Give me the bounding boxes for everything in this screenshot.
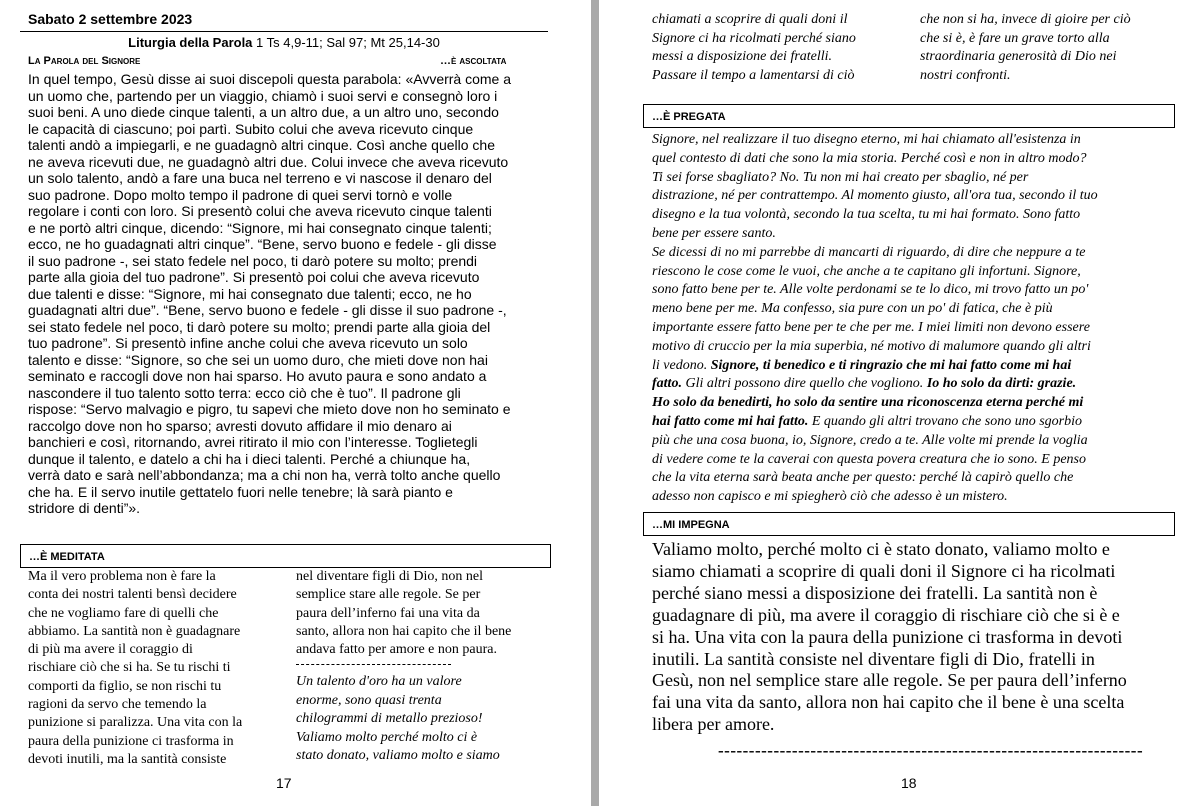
pregata-line: sono fatto bene per te. Alle volte perdonami se te lo dico, mi trovo fatto un po' <box>652 282 1089 298</box>
continued-line: Passare il tempo a lamentarsi di ciò <box>652 67 855 83</box>
pregata-line: quel contesto di dati che sono la mia storia. Perché così e non in altro modo? <box>652 150 1087 166</box>
pregata-line: importante essere fatto bene per te che per me. I miei limiti non devono essere <box>652 319 1090 335</box>
pregata-line: adesso non capisco e mi spiegherò ciò che adesso è un mistero. <box>652 489 1008 505</box>
meditata-line: comporti da figlio, se non rischi tu <box>28 678 222 694</box>
meditata-line: abbiamo. La santità non è guadagnare <box>28 623 241 639</box>
liturgy-title: Liturgia della Parola <box>128 35 253 50</box>
meditata-line: Ma il vero problema non è fare la <box>28 569 216 584</box>
meditata-line: andava fatto per amore e non paura. <box>296 642 497 658</box>
gospel-line: banchieri e così, ritornando, avrei ritirato il mio con l’interesse. Toglietegli <box>28 434 478 450</box>
gospel-line: sei stato fedele nel poco, ti darò potere su molto; prendi parte alla gioia del <box>28 318 491 335</box>
page-number-right: 18 <box>901 775 917 791</box>
meditata-line: di più ma avere il coraggio di <box>28 642 193 658</box>
gospel-line: seminato e raccogli dove non hai sparso. Ho avuto paura e sono andato a <box>28 368 487 384</box>
impegna-line: guadagnare di più, ma avere il coraggio di rischiare ciò che si è e <box>652 604 1120 625</box>
meditata-italic-line: enorme, sono quasi trenta <box>296 692 442 708</box>
impegna-header: …MI IMPEGNA <box>643 512 1175 536</box>
gospel-line: il suo padrone -, sei stato fedele nel poco, ti darò potere su molto; prendi <box>28 252 478 269</box>
gospel-line: nascondere il tuo talento sotto terra: ecco ciò che è tuo”. Il padrone gli <box>28 384 461 401</box>
gospel-line: verrà dato e sarà nell’abbondanza; ma a chi non ha, verrà tolto anche quello <box>28 467 501 483</box>
gospel-line: che ha. E il servo inutile gettatelo fuori nelle tenebre; là sarà pianto e <box>28 483 453 500</box>
pregata-line: hai fatto come mi hai fatto. E quando gli altri trovano che sono uno sgorbio <box>652 413 1082 429</box>
pregata-line: meno bene per me. Ma confesso, sia pure con un po' di fatica, che è più <box>652 301 1053 317</box>
meditata-line: nel diventare figli di Dio, non nel <box>296 569 484 584</box>
left-page <box>0 0 591 806</box>
impegna-text <box>652 539 1172 736</box>
impegna-line: si ha. Una vita con la paura della punizione ci trasforma in devoti <box>652 626 1123 647</box>
gospel-line: rispose: “Servo malvagio e pigro, tu sapevi che mieto dove non ho seminato e <box>28 401 511 417</box>
gospel-line: e ne portò altri cinque, dicendo: “Signore, mi hai consegnato cinque talenti; <box>28 219 492 236</box>
gospel-line: due talenti e disse: “Signore, mi hai consegnato due talenti; ecco, ne ho <box>28 285 472 302</box>
pregata-bold-tail: Io ho solo da dirti: grazie. <box>926 376 1077 392</box>
section-label: La Parola del Signore <box>28 55 141 67</box>
meditata-column-2 <box>296 568 544 659</box>
gospel-line: regolare i conti con loro. Si presentò colui che aveva ricevuto cinque talenti <box>28 203 492 219</box>
continued-line: che si è, è fare un grave torto alla <box>920 30 1110 46</box>
pregata-text <box>652 131 1170 507</box>
gospel-line: talenti andò a impiegarli, e ne guadagnò altri cinque. Così anche quello che <box>28 137 495 153</box>
gospel-line: guadagnati altri due”. “Bene, servo buono e fedele - gli disse il suo padrone -, <box>28 302 507 318</box>
gospel-line: suo padrone. Dopo molto tempo il padrone di quei servi tornò e volle <box>28 186 453 203</box>
pregata-line: più che una cosa buona, io, Signore, credo a te. Alle volte mi prende la voglia <box>652 432 1088 448</box>
meditata-line: paura della punizione ci trasforma in <box>28 733 234 749</box>
meditata-line: devoti inutili, ma la santità consiste <box>28 751 227 767</box>
pregata-header: …È PREGATA <box>643 104 1175 128</box>
meditata-italic-line: stato donato, valiamo molto e siamo <box>296 748 500 763</box>
pregata-line: li vedono. Signore, ti benedico e ti ringrazio che mi hai fatto come mi hai <box>652 357 1072 373</box>
pregata-line: che la vita eterna sarà beata anche per questo: perché là capirò quello che <box>652 470 1074 486</box>
gospel-line: stridore di denti”». <box>28 500 141 516</box>
gospel-line: le capacità di ciascuno; poi partì. Subito colui che aveva ricevuto cinque <box>28 120 474 137</box>
meditata-line: paura dell’inferno fai una vita da <box>296 605 480 621</box>
pregata-line: Se dicessi di no mi parrebbe di mancarti di riguardo, di dire che neppure a te <box>652 244 1086 260</box>
pregata-line: Ti sei forse sbagliato? No. Tu non mi hai creato per sbaglio, né per <box>652 169 1029 185</box>
liturgy-refs: 1 Ts 4,9-11; Sal 97; Mt 25,14-30 <box>256 35 440 50</box>
impegna-line: siamo chiamati a scoprire di quali doni il Signore ci ha ricolmati <box>652 560 1116 581</box>
impegna-line: Gesù, non nel semplice stare alle regole. Se per paura dell’inferno <box>652 670 1127 691</box>
impegna-line: inutili. La santità consiste nel diventare figli di Dio, fratelli in <box>652 648 1095 669</box>
gospel-line: un solo talento, andò a fare una buca nel terreno e vi nascose il denaro del <box>28 170 492 186</box>
meditata-italic-line: Valiamo molto perché molto ci è <box>296 729 478 745</box>
gospel-line: talento e disse: “Signore, so che sei un uomo duro, che mieti dove non hai <box>28 351 488 368</box>
continued-line: chiamati a scoprire di quali doni il <box>652 12 848 27</box>
date-divider <box>20 31 548 32</box>
gospel-line: ne aveva ricevuti due, ne guadagnò altri due. Colui invece che aveva ricevuto <box>28 153 509 170</box>
pregata-line: bene per essere santo. <box>652 225 776 241</box>
impegna-line: libera per amore. <box>652 714 775 735</box>
meditata-header: …È MEDITATA <box>20 544 551 568</box>
meditata-divider <box>296 664 451 665</box>
meditata-line: conta dei nostri talenti bensì decidere <box>28 587 237 603</box>
gospel-text <box>28 71 544 517</box>
date-heading: Sabato 2 settembre 2023 <box>28 11 193 27</box>
page-number-left: 17 <box>276 775 292 791</box>
meditata-line: ragioni da servo che temendo la <box>28 697 207 713</box>
meditata-column-1 <box>28 568 276 769</box>
meditata-italic-line: chilogrammi di metallo prezioso! <box>296 711 483 726</box>
pregata-line: fatto. Gli altri possono dire quello che vogliono. Io ho solo da dirti: grazie. <box>652 376 1077 392</box>
continued-line: messi a disposizione dei fratelli. <box>652 49 833 64</box>
meditata-line: rischiare ciò che si ha. Se tu rischi ti <box>28 660 231 676</box>
meditata-italic-line: Un talento d'oro ha un valore <box>296 674 462 689</box>
meditata-column-2-italic <box>296 673 544 766</box>
impegna-line: fai una vita da santo, allora non hai capito che il bene è una scelta <box>652 692 1125 713</box>
section-tag: …è ascoltata <box>440 55 507 67</box>
gospel-line: parte alla gioia del tuo padrone”. Si presentò poi colui che aveva ricevuto <box>28 269 480 285</box>
pregata-line: distrazione, né per contrattempo. Al momento giusto, all'ora tua, secondo il tuo <box>652 188 1098 204</box>
continued-column-1 <box>652 11 900 85</box>
impegna-line: Valiamo molto, perché molto ci è stato donato, valiamo molto e <box>652 539 1110 559</box>
continued-line: che non si ha, invece di gioire per ciò <box>920 12 1131 27</box>
continued-line: Signore ci ha ricolmati perché siano <box>652 30 856 46</box>
meditata-line: santo, allora non hai capito che il bene <box>296 623 512 639</box>
meditata-line: che ne vogliamo fare di quelli che <box>28 605 219 621</box>
meditata-line: punizione si paralizza. Una vita con la <box>28 715 243 731</box>
gospel-line: In quel tempo, Gesù disse ai suoi discepoli questa parabola: «Avverrà come a <box>28 71 512 87</box>
pregata-line: di vedere come te la caverai con questa povera creatura che io sono. E penso <box>652 451 1086 467</box>
gospel-line: suoi beni. A uno diede cinque talenti, a un altro due, a un altro uno, secondo <box>28 104 499 120</box>
pregata-line: motivo di cruccio per la mia superbia, né motivo di malumore quando gli altri <box>652 338 1091 354</box>
pregata-line: disegno e la tua volontà, secondo la tua scelta, tu mi hai formato. Sono fatto <box>652 207 1081 223</box>
gospel-line: raccolgo dove non ho sparso; avresti dovuto affidare il mio denaro ai <box>28 417 452 434</box>
liturgy-heading <box>20 35 548 50</box>
pregata-line: riescono le cose come le vuoi, che anche a te capitano gli infortuni. Signore, <box>652 263 1081 279</box>
continued-column-2 <box>920 11 1170 85</box>
continued-line: nostri confronti. <box>920 67 1011 83</box>
impegna-line: perché siano messi a disposizione dei fratelli. La santità non è <box>652 582 1098 603</box>
pregata-line: Ho solo da benedirti, ho solo da sentire una riconoscenza eterna perché mi <box>652 395 1084 411</box>
gospel-line: tuo padrone”. Si presentò infine anche colui che aveva ricevuto un solo <box>28 335 468 351</box>
gospel-line: dunque il talento, e datelo a chi ha i dieci talenti. Perché a chiunque ha, <box>28 450 471 467</box>
meditata-line: semplice stare alle regole. Se per <box>296 587 481 603</box>
gospel-line: un uomo che, partendo per un viaggio, chiamò i suoi servi e consegnò loro i <box>28 87 498 104</box>
closing-dashes: --------------------------------------------------------------------- <box>718 741 1144 760</box>
continued-line: straordinaria generosità di Dio nei <box>920 49 1117 64</box>
gospel-line: ecco, ne ho guadagnati altri cinque”. “Bene, servo buono e fedele - gli disse <box>28 236 497 252</box>
pregata-line: Signore, nel realizzare il tuo disegno eterno, mi hai chiamato all'esistenza in <box>652 132 1081 147</box>
